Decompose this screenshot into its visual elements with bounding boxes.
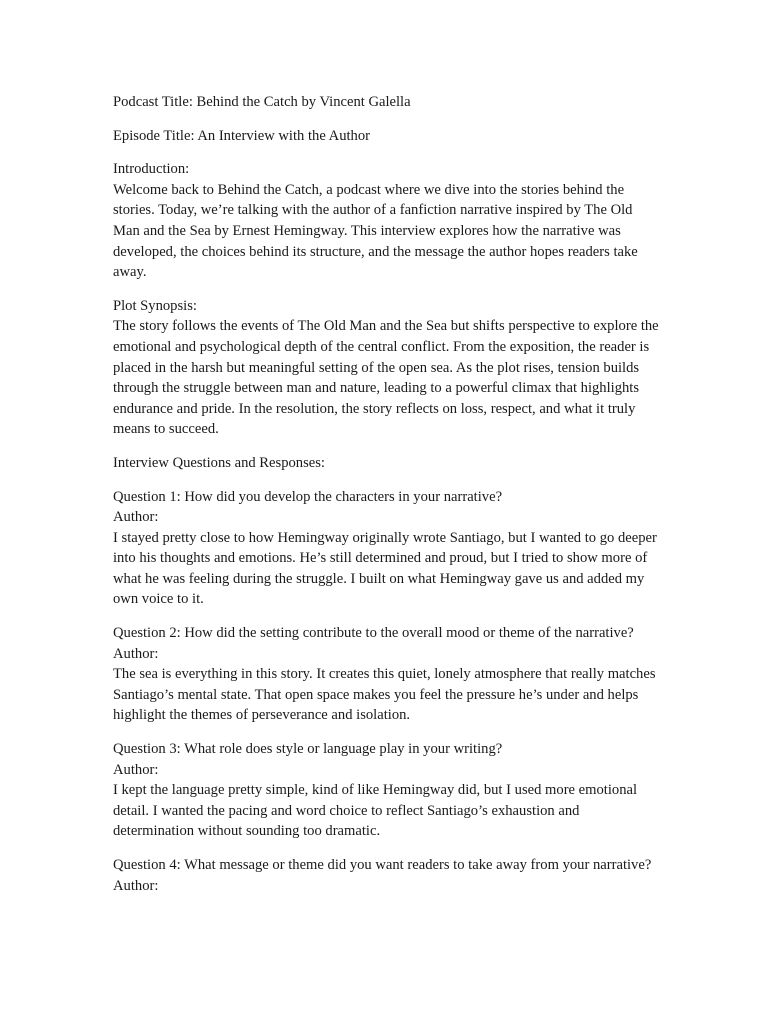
- question-4-section: [113, 855, 661, 896]
- episode-title-block: [113, 126, 661, 147]
- question-1-answer: I stayed pretty close to how Hemingway originally wrote Santiago, but I wanted to go deeper into his thoughts and emotions. He’s still determined and proud, but I tried to show more of what he was feeling during the struggle. I built on what Hemingway gave us and added my own voice to it.: [113, 529, 657, 608]
- question-3-speaker: Author:: [113, 761, 159, 778]
- introduction-body: Welcome back to Behind the Catch, a podcast where we dive into the stories behind the stories. Today, we’re talking with the author of a fanfiction narrative inspired by The Old Man and the Sea by Ernest Hemingway. This interview explores how the narrative was developed, the choices behind its structure, and the message the author hopes readers take away.: [113, 181, 638, 281]
- podcast-title-block: [113, 92, 661, 113]
- question-2-answer: The sea is everything in this story. It creates this quiet, lonely atmosphere that really matches Santiago’s mental state. That open space makes you feel the pressure he’s under and helps highlight the themes of perseverance and isolation.: [113, 666, 656, 724]
- question-3-section: [113, 739, 661, 842]
- question-1-section: [113, 487, 661, 611]
- question-3: Question 3: What role does style or language play in your writing?: [113, 741, 503, 758]
- document-page: [113, 92, 661, 909]
- question-1-speaker: Author:: [113, 509, 159, 526]
- question-4-speaker: Author:: [113, 877, 159, 894]
- episode-title: Episode Title: An Interview with the Author: [113, 127, 371, 144]
- question-2-speaker: Author:: [113, 645, 159, 662]
- plot-synopsis-body: The story follows the events of The Old Man and the Sea but shifts perspective to explore the emotional and psychological depth of the central conflict. From the exposition, the reader is placed in the harsh but meaningful setting of the open sea. As the plot rises, tension builds through the struggle between man and nature, leading to a powerful climax that highlights endurance and pride. In the resolution, the story reflects on loss, respect, and what it truly means to succeed.: [113, 318, 659, 438]
- plot-synopsis-section: [113, 296, 661, 440]
- introduction-section: [113, 159, 661, 283]
- question-2: Question 2: How did the setting contribute to the overall mood or theme of the narrative?: [113, 625, 634, 642]
- podcast-title: Podcast Title: Behind the Catch by Vincent Galella: [113, 94, 411, 110]
- question-4: Question 4: What message or theme did you want readers to take away from your narrative?: [113, 857, 652, 873]
- question-1: Question 1: How did you develop the characters in your narrative?: [113, 488, 503, 505]
- interview-heading: Interview Questions and Responses:: [113, 454, 325, 471]
- plot-synopsis-heading: Plot Synopsis:: [113, 297, 197, 314]
- question-2-section: [113, 623, 661, 726]
- interview-heading-block: [113, 453, 661, 474]
- question-3-answer: I kept the language pretty simple, kind of like Hemingway did, but I used more emotional detail. I wanted the pacing and word choice to reflect Santiago’s exhaustion and determination without sounding too dramatic.: [113, 782, 638, 840]
- introduction-heading: Introduction:: [113, 161, 190, 178]
